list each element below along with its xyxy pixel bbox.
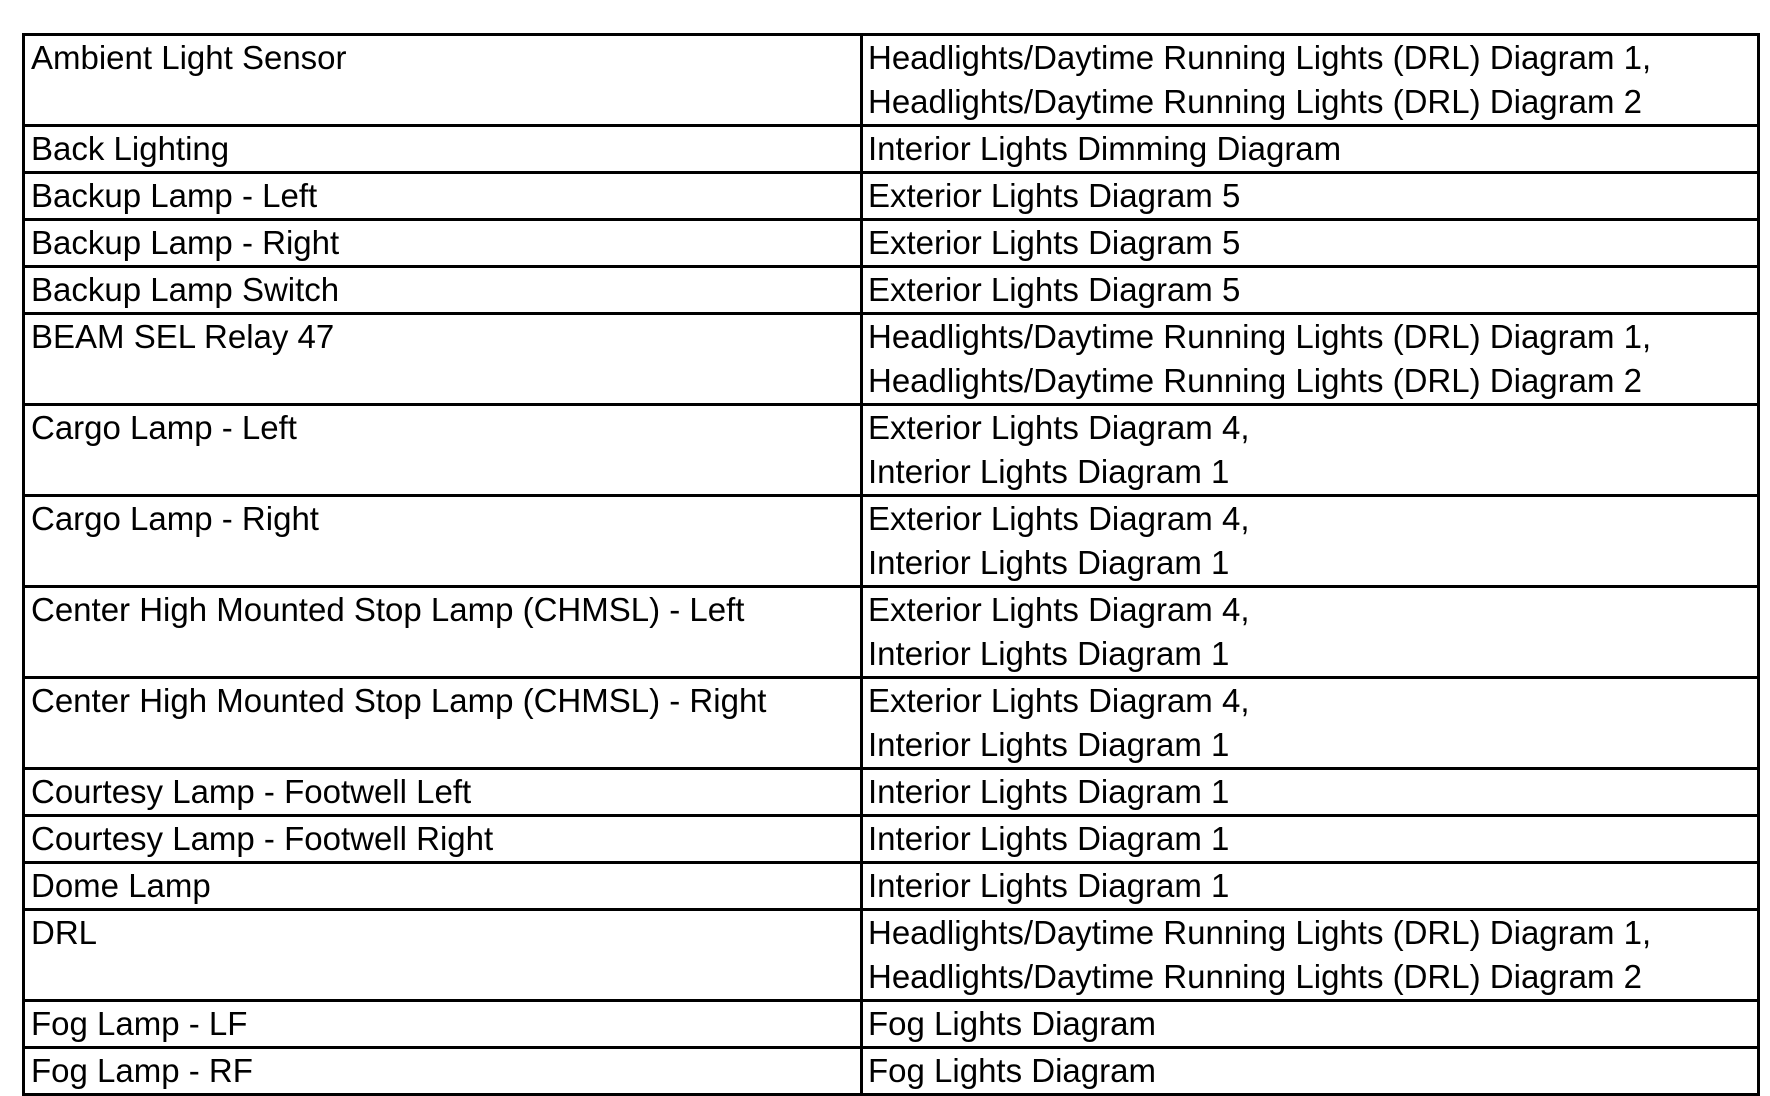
table-row xyxy=(24,816,1759,863)
diagram-reference-cell xyxy=(862,863,1759,910)
diagram-reference-cell xyxy=(862,405,1759,496)
diagram-reference: Exterior Lights Diagram 5 xyxy=(868,271,1241,308)
diagram-reference: Interior Lights Diagram 1 xyxy=(868,544,1230,581)
component-name-cell xyxy=(24,314,862,405)
component-name-cell xyxy=(24,678,862,769)
table-row xyxy=(24,220,1759,267)
diagram-reference-cell xyxy=(862,314,1759,405)
component-name: Fog Lamp - RF xyxy=(31,1052,253,1089)
component-name-cell xyxy=(24,126,862,173)
diagram-reference: Interior Lights Diagram 1 xyxy=(868,726,1230,763)
component-name: Center High Mounted Stop Lamp (CHMSL) - Left xyxy=(31,591,745,628)
component-name-cell xyxy=(24,1048,862,1095)
diagram-reference: Interior Lights Diagram 1 xyxy=(868,773,1230,810)
component-name-cell xyxy=(24,173,862,220)
diagram-reference-cell xyxy=(862,35,1759,126)
diagram-reference: Interior Lights Diagram 1 xyxy=(868,867,1230,904)
diagram-reference: Exterior Lights Diagram 5 xyxy=(868,177,1241,214)
component-name: Dome Lamp xyxy=(31,867,211,904)
diagram-reference: Exterior Lights Diagram 4, xyxy=(868,409,1250,446)
diagram-reference-cell xyxy=(862,126,1759,173)
component-name-cell xyxy=(24,496,862,587)
table-row xyxy=(24,173,1759,220)
diagram-reference: Headlights/Daytime Running Lights (DRL) Diagram 1, xyxy=(868,914,1652,951)
component-name: Back Lighting xyxy=(31,130,230,167)
table-row xyxy=(24,496,1759,587)
diagram-reference: Exterior Lights Diagram 4, xyxy=(868,682,1250,719)
component-name: Courtesy Lamp - Footwell Right xyxy=(31,820,494,857)
diagram-reference: Interior Lights Diagram 1 xyxy=(868,453,1230,490)
component-name-cell xyxy=(24,405,862,496)
diagram-reference-cell xyxy=(862,816,1759,863)
diagram-reference-cell xyxy=(862,1048,1759,1095)
table-row xyxy=(24,126,1759,173)
component-name-cell xyxy=(24,1001,862,1048)
component-name: BEAM SEL Relay 47 xyxy=(31,318,335,355)
table-row xyxy=(24,267,1759,314)
diagram-reference: Headlights/Daytime Running Lights (DRL) Diagram 2 xyxy=(868,362,1643,399)
diagram-reference-cell xyxy=(862,769,1759,816)
diagram-reference: Headlights/Daytime Running Lights (DRL) Diagram 2 xyxy=(868,958,1643,995)
component-name-cell xyxy=(24,910,862,1001)
diagram-reference-cell xyxy=(862,587,1759,678)
component-diagram-index-table xyxy=(22,33,1760,1096)
component-name: Backup Lamp - Right xyxy=(31,224,340,261)
component-name-cell xyxy=(24,587,862,678)
diagram-reference-cell xyxy=(862,1001,1759,1048)
component-name: Ambient Light Sensor xyxy=(31,39,347,76)
component-name: Backup Lamp Switch xyxy=(31,271,340,308)
component-name: Fog Lamp - LF xyxy=(31,1005,248,1042)
component-name-cell xyxy=(24,35,862,126)
component-name-cell xyxy=(24,267,862,314)
table-row xyxy=(24,1001,1759,1048)
diagram-reference-cell xyxy=(862,910,1759,1001)
diagram-reference: Interior Lights Diagram 1 xyxy=(868,820,1230,857)
table-row xyxy=(24,405,1759,496)
component-name: Courtesy Lamp - Footwell Left xyxy=(31,773,472,810)
diagram-reference: Headlights/Daytime Running Lights (DRL) Diagram 1, xyxy=(868,318,1652,355)
table-row xyxy=(24,678,1759,769)
diagram-reference: Exterior Lights Diagram 4, xyxy=(868,500,1250,537)
component-name-cell xyxy=(24,863,862,910)
diagram-reference: Interior Lights Diagram 1 xyxy=(868,635,1230,672)
component-name: Cargo Lamp - Left xyxy=(31,409,297,446)
diagram-reference: Exterior Lights Diagram 5 xyxy=(868,224,1241,261)
table-body xyxy=(24,35,1759,1095)
table-row xyxy=(24,314,1759,405)
component-name: Backup Lamp - Left xyxy=(31,177,318,214)
diagram-reference: Interior Lights Dimming Diagram xyxy=(868,130,1342,167)
diagram-reference: Headlights/Daytime Running Lights (DRL) Diagram 1, xyxy=(868,39,1652,76)
component-name: Cargo Lamp - Right xyxy=(31,500,319,537)
component-name: DRL xyxy=(31,914,98,951)
component-name: Center High Mounted Stop Lamp (CHMSL) - Right xyxy=(31,682,767,719)
table-row xyxy=(24,35,1759,126)
diagram-reference-cell xyxy=(862,267,1759,314)
diagram-reference-cell xyxy=(862,173,1759,220)
diagram-reference-cell xyxy=(862,678,1759,769)
table-row xyxy=(24,1048,1759,1095)
diagram-reference: Exterior Lights Diagram 4, xyxy=(868,591,1250,628)
table-row xyxy=(24,863,1759,910)
diagram-reference: Fog Lights Diagram xyxy=(868,1052,1156,1089)
table-row xyxy=(24,769,1759,816)
component-name-cell xyxy=(24,769,862,816)
diagram-reference: Headlights/Daytime Running Lights (DRL) Diagram 2 xyxy=(868,83,1643,120)
component-name-cell xyxy=(24,220,862,267)
diagram-reference-cell xyxy=(862,496,1759,587)
component-name-cell xyxy=(24,816,862,863)
table-row xyxy=(24,910,1759,1001)
diagram-reference: Fog Lights Diagram xyxy=(868,1005,1156,1042)
table-row xyxy=(24,587,1759,678)
diagram-reference-cell xyxy=(862,220,1759,267)
